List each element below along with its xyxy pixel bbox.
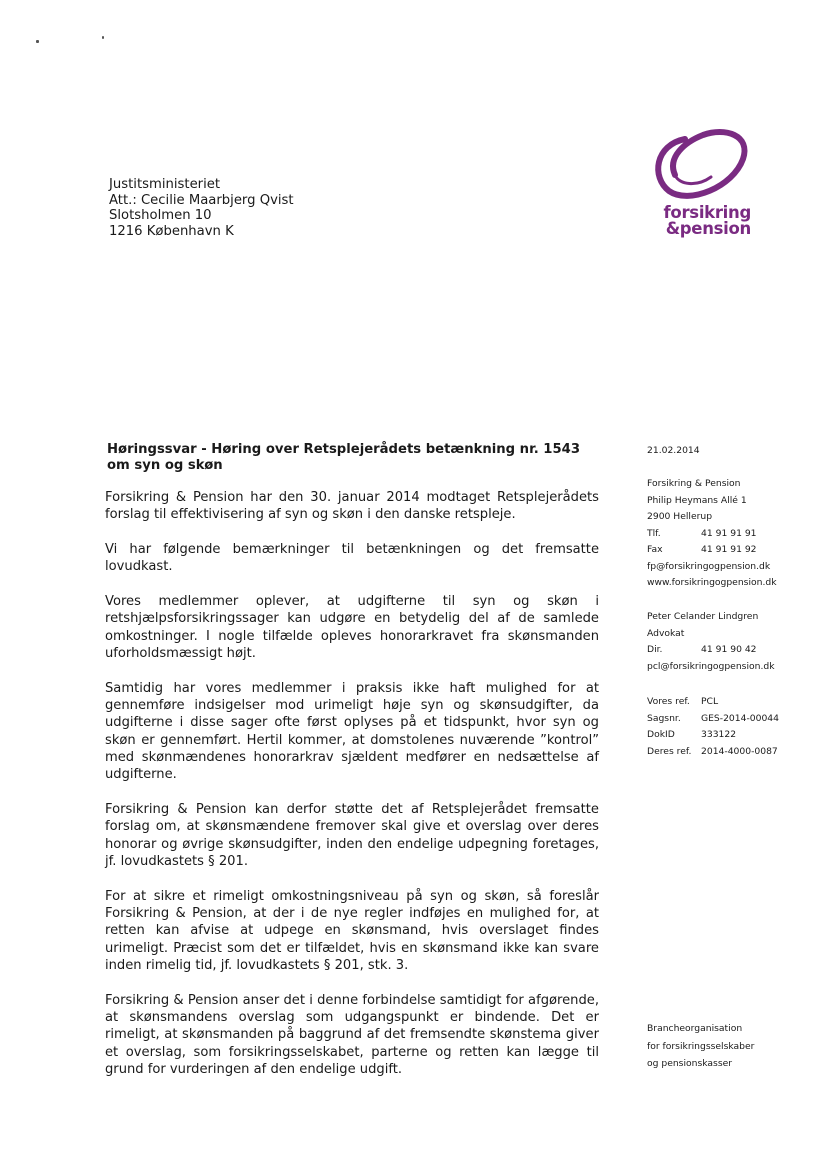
company-logo xyxy=(645,125,753,243)
person-email-link[interactable]: pcl@forsikringogpension.dk xyxy=(647,660,775,672)
body-paragraph: Vores medlemmer oplever, at udgifterne til syn og skøn i retshjælpsforsikringssager kan udgøre en betydelig del af de samlede omkostninger. I nogle tilfælde opleves honorarkravet fra skønsmanden uforholdsmæssigt højt. xyxy=(105,594,599,662)
sender-fax xyxy=(647,542,822,559)
footer-line: Brancheorganisation xyxy=(647,1023,743,1034)
reference-block xyxy=(647,694,822,760)
direct-value: 41 91 90 42 xyxy=(701,644,757,655)
recipient-line: Att.: Cecilie Maarbjerg Qvist xyxy=(109,192,294,208)
sender-email-link[interactable]: fp@forsikringogpension.dk xyxy=(647,560,771,572)
sender-city: 2900 Hellerup xyxy=(647,511,713,522)
logo-line: &pension xyxy=(665,219,751,238)
body-paragraph: For at sikre et rimeligt omkostningsniveau på syn og skøn, så foreslår Forsikring & Pension, at der i de nye regler indføjes en mulighed for, at retten kan afvise at udpege en skønsmand, hvis overslaget findes urimeligt. Præcist som det er tilfældet, hvis en skønsmand ikke kan svare inden rimelig tid, jf. lovudkastets § 201, stk. 3. xyxy=(105,888,599,974)
body-paragraph: Forsikring & Pension har den 30. januar 2014 modtaget Retsplejerådets forslag til effektivisering af syn og skøn i den danske retspleje. xyxy=(105,490,599,523)
letter-date: 21.02.2014 xyxy=(647,445,700,456)
body-paragraph: Forsikring & Pension anser det i denne forbindelse samtidigt for afgørende, at skønsmandens overslag som udgangspunkt er bindende. Det er rimeligt, at skønsmanden på baggrund af det fremsendte skønstema giver et overslag, som forsikringsselskabet, parterne og retten kan lægge til grund for vurderingen af den endelige udgift. xyxy=(105,992,599,1078)
reference-row xyxy=(647,727,822,744)
sender-phone xyxy=(647,526,822,543)
sender-org-name: Forsikring & Pension xyxy=(647,478,741,489)
reference-label: DokID xyxy=(647,729,675,740)
reference-label: Sagsnr. xyxy=(647,712,681,724)
logo-swoosh-icon xyxy=(645,125,753,207)
direct-label: Dir. xyxy=(647,644,663,655)
recipient-line: 1216 København K xyxy=(109,223,234,239)
scan-specks xyxy=(30,34,110,44)
footer-line: og pensionskasser xyxy=(647,1058,733,1069)
sender-contact xyxy=(647,476,822,592)
sender-address: Philip Heymans Allé 1 xyxy=(647,494,747,506)
reference-row xyxy=(647,694,822,711)
reference-value: PCL xyxy=(701,696,719,707)
recipient-line: Justitsministeriet xyxy=(109,177,221,192)
reference-row xyxy=(647,744,822,761)
phone-label: Tlf. xyxy=(647,527,661,539)
person-title: Advokat xyxy=(647,627,685,639)
logo-line: forsikring xyxy=(663,203,751,222)
person-direct-phone xyxy=(647,642,822,659)
fax-label: Fax xyxy=(647,544,663,555)
body-paragraph: Vi har følgende bemærkninger til betænkningen og det fremsatte lovudkast. xyxy=(105,542,599,575)
organisation-footer xyxy=(647,1020,822,1073)
person-name: Peter Celander Lindgren xyxy=(647,611,759,622)
logo-wordmark xyxy=(647,205,751,237)
reference-value: GES-2014-00044 xyxy=(701,712,779,724)
contact-person xyxy=(647,609,822,675)
fax-value: 41 91 91 92 xyxy=(701,544,757,555)
phone-value: 41 91 91 91 xyxy=(701,527,757,539)
body-paragraph: Samtidig har vores medlemmer i praksis ikke haft mulighed for at gennemføre indsigelser mod urimeligt høje syn og skønsudgifter, da udgifterne i disse sager ofte først oplyses på et tidspunkt, hvor syn og skøn er gennemført. Hertil kommer, at domstolenes nuværende ”kontrol” med skønmændenes honorarkrav sjældent medfører en nedsættelse af udgifterne. xyxy=(105,680,599,783)
reference-label: Vores ref. xyxy=(647,696,690,707)
reference-value: 2014-4000-0087 xyxy=(701,745,778,757)
reference-label: Deres ref. xyxy=(647,745,692,757)
letter-body xyxy=(105,489,599,1096)
letter-subject: Høringssvar - Høring over Retsplejerådets betænkning nr. 1543 om syn og skøn xyxy=(107,442,580,473)
body-paragraph: Forsikring & Pension kan derfor støtte det af Retsplejerådet fremsatte forslag om, at skønsmændene fremover skal give et overslag over deres honorar og øvrige skønsudgifter, inden den endelige udpegning foretages, jf. lovudkastets § 201. xyxy=(105,802,599,870)
recipient-line: Slotsholmen 10 xyxy=(109,208,212,224)
sender-website-link[interactable]: www.forsikringogpension.dk xyxy=(647,577,777,588)
recipient-address xyxy=(109,177,294,239)
reference-value: 333122 xyxy=(701,729,737,740)
footer-line: for forsikringsselskaber xyxy=(647,1040,755,1052)
reference-row xyxy=(647,711,822,728)
